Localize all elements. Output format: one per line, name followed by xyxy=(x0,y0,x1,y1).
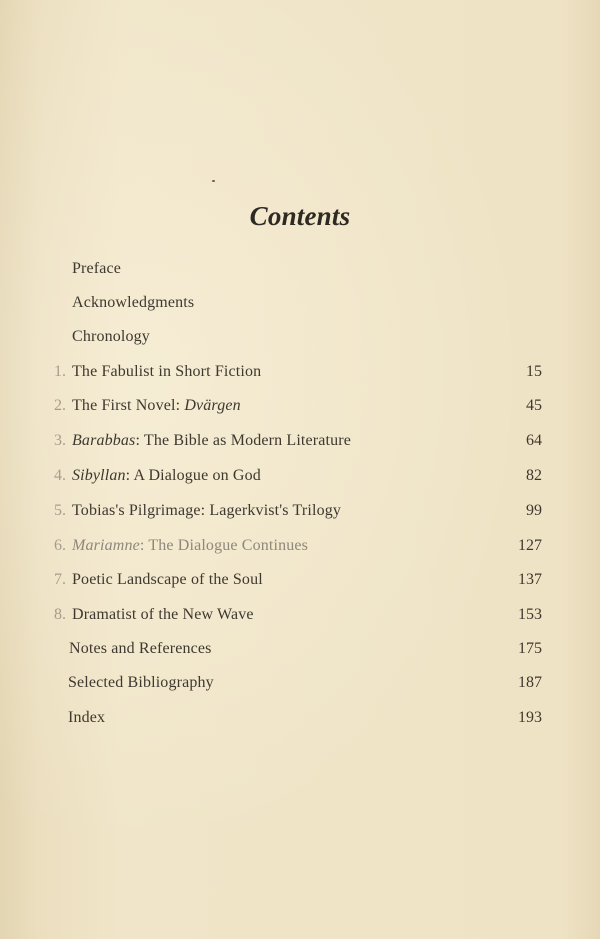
entry-title: Sibyllan: A Dialogue on God xyxy=(72,467,261,484)
entry-title: Index xyxy=(68,709,106,726)
contents-title: Contents xyxy=(249,201,351,231)
entry-number: 8. xyxy=(54,606,66,623)
entry-title: Tobias's Pilgrimage: Lagerkvist's Trilogy xyxy=(72,502,342,519)
ink-speck xyxy=(212,180,215,182)
entry-number: 1. xyxy=(54,363,66,380)
entry-page: 153 xyxy=(518,606,542,623)
entry-page: 99 xyxy=(526,502,542,519)
entry-page: 193 xyxy=(518,709,542,726)
toc-entry-notes-and-references xyxy=(0,637,600,661)
entry-number: 2. xyxy=(54,397,66,414)
entry-page: 15 xyxy=(526,363,542,380)
entry-number: 6. xyxy=(54,537,66,554)
entry-page: 187 xyxy=(518,674,542,691)
toc-entry-index xyxy=(0,706,600,730)
toc-entry-selected-bibliography xyxy=(0,671,600,695)
toc-entry-preface xyxy=(0,257,600,281)
entry-number: 4. xyxy=(54,467,66,484)
toc-entry-chapter-1 xyxy=(0,360,600,384)
entry-title: Selected Bibliography xyxy=(68,674,214,691)
entry-number: 3. xyxy=(54,432,66,449)
entry-title: Chronology xyxy=(72,328,150,345)
entry-page: 137 xyxy=(518,571,542,588)
entry-page: 45 xyxy=(526,397,542,414)
entry-title: Acknowledgments xyxy=(72,294,195,311)
entry-title: Poetic Landscape of the Soul xyxy=(72,571,263,588)
entry-page: 64 xyxy=(526,432,542,449)
entry-number: 7. xyxy=(54,571,66,588)
toc-entry-chapter-3 xyxy=(0,429,600,453)
entry-title: The First Novel: Dvärgen xyxy=(72,397,241,414)
entry-page: 127 xyxy=(518,537,542,554)
toc-entry-chapter-2 xyxy=(0,394,600,418)
entry-title: Barabbas: The Bible as Modern Literature xyxy=(72,432,351,449)
toc-entry-chapter-6 xyxy=(0,534,600,558)
toc-entry-chapter-5 xyxy=(0,499,600,523)
toc-entry-acknowledgments xyxy=(0,291,600,315)
toc-entry-chronology xyxy=(0,325,600,349)
entry-page: 82 xyxy=(526,467,542,484)
entry-number: 5. xyxy=(54,502,66,519)
entry-title: Dramatist of the New Wave xyxy=(72,606,254,623)
entry-title: Mariamne: The Dialogue Continues xyxy=(72,537,309,554)
entry-title: Notes and References xyxy=(69,640,212,657)
toc-entry-chapter-4 xyxy=(0,464,600,488)
entry-title: Preface xyxy=(72,260,122,277)
toc-entry-chapter-8 xyxy=(0,603,600,627)
toc-entry-chapter-7 xyxy=(0,568,600,592)
entry-page: 175 xyxy=(518,640,542,657)
entry-title: The Fabulist in Short Fiction xyxy=(72,363,262,380)
